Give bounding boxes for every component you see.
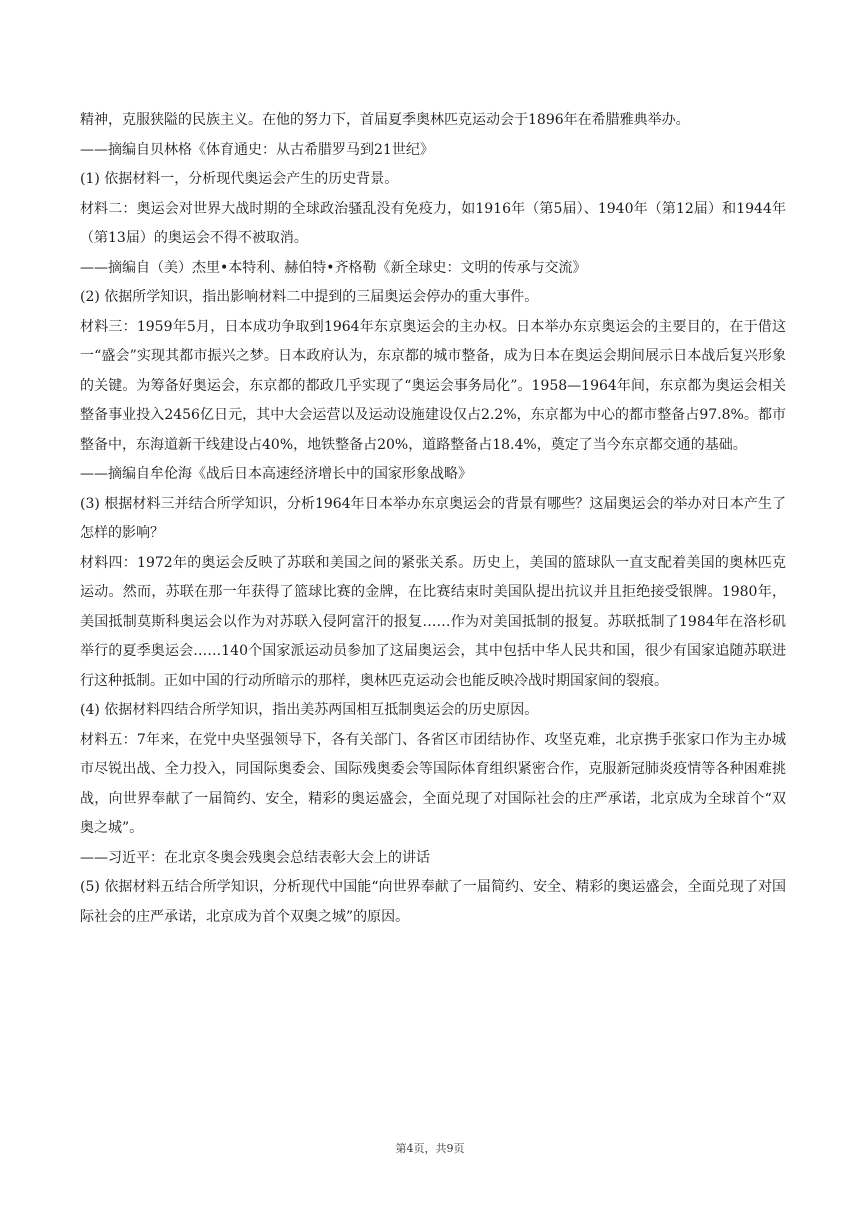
page-number: 第4页，共9页 [395,1142,465,1155]
question-1: (1) 依据材料一，分析现代奥运会产生的历史背景。 [80,171,399,187]
source-citation-5: ——习近平：在北京冬奥会残奥会总结表彰大会上的讲话 [80,849,430,866]
source-citation-1: ——摘编自贝林格《体育通史：从古希腊罗马到21世纪》 [80,141,434,158]
paragraph-material1-end: 精神，克服狭隘的民族主义。在他的努力下，首届夏季奥林匹克运动会于1896年在希腊雅典举办。 [80,112,690,128]
source-citation-3: ——摘编自牟伦海《战后日本高速经济增长中的国家形象战略》 [80,466,472,482]
material-3: 材料三：1959年5月，日本成功争取到1964年东京奥运会的主办权。日本举办东京奥运会的主要目的，在于借这一“盛会”实现其都市振兴之梦。日本政府认为，东京都的城市整备，成为日本在奥运会期间展示日本战后复兴形象的关键。为筹备好奥运会，东京都的都政几乎实现了“奥运会事务局化”。1958—1964年间，东京都为奥运会相关整备事业投入2456亿日元，其中大会运营以及运动设施建设仅占2.2%，东京都为中心的都市整备占97.8%。都市整备中，东海道新干线建设占40%，地铁整备占20%，道路整备占18.4%，奠定了当今东京都交通的基础。 [80,318,786,453]
question-4: (4) 依据材料四结合所学知识，指出美苏两国相互抵制奥运会的历史原因。 [80,702,539,718]
material-4: 材料四：1972年的奥运会反映了苏联和美国之间的紧张关系。历史上，美国的篮球队一直支配着美国的奥林匹克运动。然而，苏联在那一年获得了篮球比赛的金牌，在比赛结束时美国队提出抗议并且拒绝接受银牌。1980年，美国抵制莫斯科奥运会以作为对苏联入侵阿富汗的报复……作为对美国抵制的报复。苏联抵制了1984年在洛杉矶举行的夏季奥运会……140个国家派运动员参加了这届奥运会，其中包括中华人民共和国，很少有国家追随苏联进行这种抵制。正如中国的行动所暗示的那样，奥林匹克运动会也能反映冷战时期国家间的裂痕。 [80,554,786,689]
question-5: (5) 依据材料五结合所学知识，分析现代中国能“向世界奉献了一届简约、安全、精彩的奥运盛会，全面兑现了对国际社会的庄严承诺，北京成为首个双奥之城”的原因。 [80,879,786,925]
material-5: 材料五：7年来，在党中央坚强领导下，各有关部门、各省区市团结协作、攻坚克难，北京携手张家口作为主办城市尽锐出战、全力投入，同国际奥委会、国际残奥委会等国际体育组织紧密合作，克服新冠肺炎疫情等各种困难挑战，向世界奉献了一届简约、安全，精彩的奥运盛会，全面兑现了对国际社会的庄严承诺，北京成为全球首个“双奥之城”。 [80,731,786,836]
document-body [80,106,786,932]
material-2: 材料二：奥运会对世界大战时期的全球政治骚乱没有免疫力，如1916年（第5届）、1940年（第12届）和1944年（第13届）的奥运会不得不被取消。 [80,200,786,246]
question-3: (3) 根据材料三并结合所学知识，分析1964年日本举办东京奥运会的背景有哪些？这届奥运会的举办对日本产生了怎样的影响？ [80,495,786,541]
question-2: (2) 依据所学知识，指出影响材料二中提到的三届奥运会停办的重大事件。 [80,289,539,305]
source-citation-2: ——摘编自（美）杰里•本特利、赫伯特•齐格勒《新全球史：文明的传承与交流》 [80,259,587,276]
